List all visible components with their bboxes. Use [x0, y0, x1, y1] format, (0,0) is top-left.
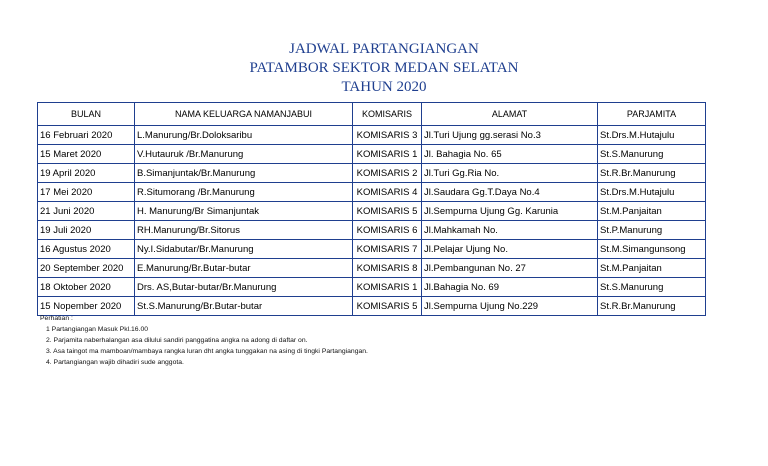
title-line-3: TAHUN 2020: [341, 79, 427, 95]
cell-alamat: Jl.Saudara Gg.T.Daya No.4: [422, 183, 598, 202]
cell-nama-keluarga: B.Simanjuntak/Br.Manurung: [135, 164, 353, 183]
cell-alamat: Jl.Pembangunan No. 27: [422, 259, 598, 278]
cell-nama-keluarga: Ny.I.Sidabutar/Br.Manurung: [135, 240, 353, 259]
header-parjamita: PARJAMITA: [598, 103, 706, 126]
header-alamat: ALAMAT: [422, 103, 598, 126]
cell-bulan: 20 September 2020: [38, 259, 135, 278]
cell-komisaris: KOMISARIS 6: [353, 221, 422, 240]
title-line-1: JADWAL PARTANGIANGAN: [289, 41, 479, 57]
cell-bulan: 21 Juni 2020: [38, 202, 135, 221]
cell-nama-keluarga: R.Situmorang /Br.Manurung: [135, 183, 353, 202]
cell-nama-keluarga: H. Manurung/Br Simanjuntak: [135, 202, 353, 221]
cell-alamat: Jl.Sempurna Ujung Gg. Karunia: [422, 202, 598, 221]
cell-komisaris: KOMISARIS 1: [353, 145, 422, 164]
cell-komisaris: KOMISARIS 8: [353, 259, 422, 278]
cell-komisaris: KOMISARIS 2: [353, 164, 422, 183]
cell-parjamita: St.R.Br.Manurung: [598, 297, 706, 316]
document-title: [0, 40, 768, 97]
table-row: [38, 240, 706, 259]
cell-parjamita: St.M.Simangunsong: [598, 240, 706, 259]
cell-bulan: 19 April 2020: [38, 164, 135, 183]
cell-komisaris: KOMISARIS 3: [353, 126, 422, 145]
cell-nama-keluarga: L.Manurung/Br.Doloksaribu: [135, 126, 353, 145]
cell-nama-keluarga: E.Manurung/Br.Butar-butar: [135, 259, 353, 278]
note-item-3: 3. Asa taingot ma mamboan/mambaya rangka luran dht angka tunggakan na asing di tingki Partangiangan.: [46, 348, 368, 355]
cell-alamat: Jl.Turi Ujung gg.serasi No.3: [422, 126, 598, 145]
header-nama-keluarga: NAMA KELUARGA NAMANJABUI: [135, 103, 353, 126]
cell-parjamita: St.Drs.M.Hutajulu: [598, 183, 706, 202]
cell-bulan: 17 Mei 2020: [38, 183, 135, 202]
header-komisaris: KOMISARIS: [353, 103, 422, 126]
cell-parjamita: St.P.Manurung: [598, 221, 706, 240]
table-row: [38, 126, 706, 145]
table-row: [38, 202, 706, 221]
schedule-table: [37, 102, 706, 316]
cell-komisaris: KOMISARIS 4: [353, 183, 422, 202]
cell-alamat: Jl.Mahkamah No.: [422, 221, 598, 240]
cell-parjamita: St.R.Br.Manurung: [598, 164, 706, 183]
table-header-row: [38, 103, 706, 126]
notes-heading: Perhatian :: [40, 315, 73, 322]
cell-bulan: 15 Maret 2020: [38, 145, 135, 164]
cell-parjamita: St.S.Manurung: [598, 278, 706, 297]
cell-komisaris: KOMISARIS 5: [353, 202, 422, 221]
cell-alamat: Jl.Turi Gg.Ria No.: [422, 164, 598, 183]
table-row: [38, 259, 706, 278]
cell-bulan: 19 Juli 2020: [38, 221, 135, 240]
cell-komisaris: KOMISARIS 7: [353, 240, 422, 259]
cell-nama-keluarga: RH.Manurung/Br.Sitorus: [135, 221, 353, 240]
note-item-4: 4. Partangiangan wajib dihadiri sude anggota.: [46, 359, 184, 366]
cell-parjamita: St.Drs.M.Hutajulu: [598, 126, 706, 145]
cell-bulan: 15 Nopember 2020: [38, 297, 135, 316]
cell-nama-keluarga: V.Hutauruk /Br.Manurung: [135, 145, 353, 164]
cell-komisaris: KOMISARIS 5: [353, 297, 422, 316]
cell-parjamita: St.S.Manurung: [598, 145, 706, 164]
cell-alamat: Jl.Sempurna Ujung No.229: [422, 297, 598, 316]
header-bulan: BULAN: [38, 103, 135, 126]
note-item-2: 2. Parjamita naberhalangan asa dilului sandiri panggatina angka na adong di daftar on.: [46, 337, 308, 344]
cell-parjamita: St.M.Panjaitan: [598, 202, 706, 221]
cell-nama-keluarga: St.S.Manurung/Br.Butar-butar: [135, 297, 353, 316]
notes-section: [40, 313, 368, 368]
note-item-1: 1 Partangiangan Masuk Pkl.16.00: [46, 326, 149, 333]
cell-bulan: 16 Februari 2020: [38, 126, 135, 145]
cell-nama-keluarga: Drs. AS,Butar-butar/Br.Manurung: [135, 278, 353, 297]
cell-alamat: Jl. Bahagia No. 65: [422, 145, 598, 164]
table-row: [38, 221, 706, 240]
table-row: [38, 164, 706, 183]
table-row: [38, 278, 706, 297]
cell-bulan: 16 Agustus 2020: [38, 240, 135, 259]
title-line-2: PATAMBOR SEKTOR MEDAN SELATAN: [249, 60, 519, 76]
cell-parjamita: St.M.Panjaitan: [598, 259, 706, 278]
cell-alamat: Jl.Pelajar Ujung No.: [422, 240, 598, 259]
cell-alamat: Jl.Bahagia No. 69: [422, 278, 598, 297]
table-row: [38, 145, 706, 164]
cell-komisaris: KOMISARIS 1: [353, 278, 422, 297]
table-row: [38, 183, 706, 202]
cell-bulan: 18 Oktober 2020: [38, 278, 135, 297]
